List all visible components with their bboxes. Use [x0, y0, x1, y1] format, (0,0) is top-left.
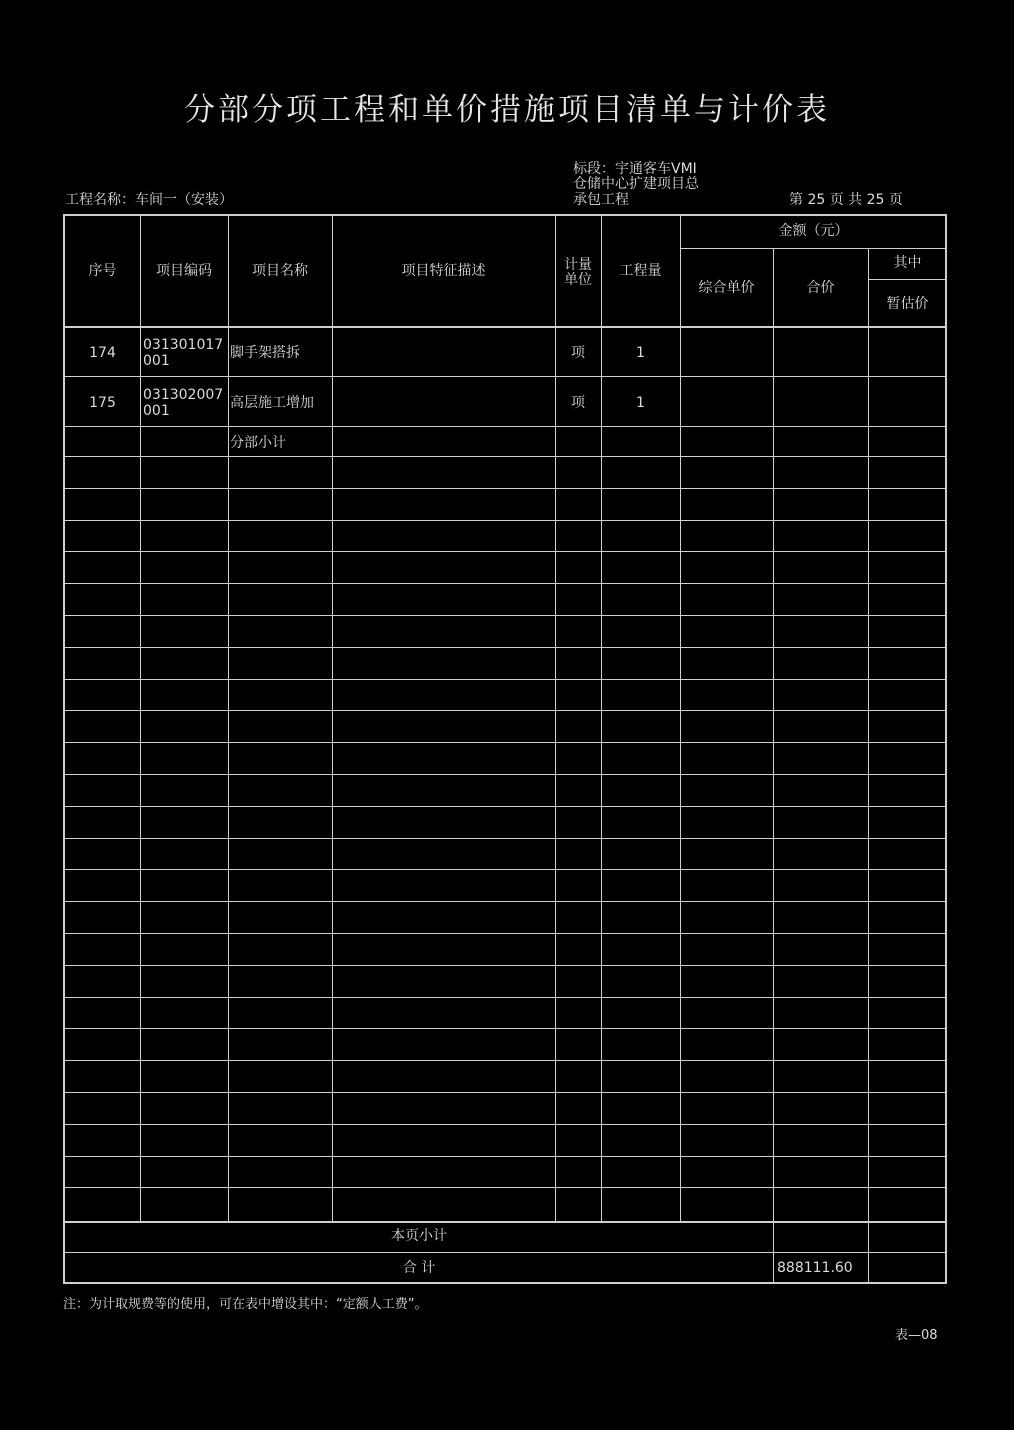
grid-hline: [65, 456, 947, 457]
grid-hline: [65, 1252, 947, 1253]
row-175-code-2: 001: [143, 403, 170, 419]
row-174-unit: 项: [571, 345, 585, 361]
grid-hline: [65, 615, 947, 616]
grid-vline: [601, 216, 602, 1221]
row-175-qty: 1: [636, 395, 645, 411]
grid-hline: [65, 838, 947, 839]
col-header-amount: 金额（元）: [778, 223, 849, 239]
col-header-of-which: 其中: [893, 255, 922, 271]
page-info: 第 25 页 共 25 页: [789, 192, 903, 208]
grid-hline: [65, 1187, 947, 1188]
form-number: 表—08: [895, 1328, 938, 1343]
grid-hline: [65, 710, 947, 711]
grid-hline: [65, 742, 947, 743]
bill-table: [63, 214, 947, 1284]
col-header-provisional: 暂估价: [886, 296, 929, 312]
grid-hline: [65, 583, 947, 584]
grid-hline: [65, 933, 947, 934]
grid-hline: [680, 248, 947, 249]
col-header-unit-1: 计量: [564, 257, 592, 273]
grid-hline: [65, 326, 947, 328]
grid-hline: [65, 1092, 947, 1093]
grid-hline: [65, 901, 947, 902]
grid-vline: [228, 216, 229, 1221]
col-header-desc: 项目特征描述: [401, 263, 486, 279]
col-header-code: 项目编码: [156, 263, 212, 279]
col-header-unit-2: 单位: [564, 272, 592, 288]
grid-hline: [65, 488, 947, 489]
section-line-3: 承包工程: [573, 192, 629, 208]
col-header-qty: 工程量: [619, 263, 662, 279]
col-header-name: 项目名称: [252, 263, 308, 279]
row-175-name: 高层施工增加: [230, 395, 314, 411]
grid-hline: [65, 869, 947, 870]
project-name: 工程名称：车间一（安装）: [65, 192, 233, 208]
grid-hline: [65, 1124, 947, 1125]
row-174-code-1: 031301017: [143, 337, 224, 353]
grid-hline: [65, 1060, 947, 1061]
grid-hline: [65, 426, 947, 427]
grid-vline: [332, 216, 333, 1221]
grid-hline: [65, 774, 947, 775]
col-header-unit-price: 综合单价: [698, 280, 755, 296]
section-line-2: 仓储中心扩建项目总: [573, 176, 699, 192]
table-note: 注：为计取规费等的使用，可在表中增设其中：“定额人工费”。: [63, 1297, 428, 1312]
grid-vline: [140, 216, 141, 1221]
row-175-seq: 175: [89, 395, 116, 411]
row-174-name: 脚手架搭拆: [230, 345, 300, 361]
grand-total-label: 合 计: [402, 1260, 436, 1276]
page-subtotal-label: 本页小计: [391, 1228, 447, 1244]
grid-hline: [65, 1156, 947, 1157]
grid-hline: [65, 647, 947, 648]
row-174-seq: 174: [89, 345, 116, 361]
grid-hline: [65, 1028, 947, 1029]
row-174-qty: 1: [636, 345, 645, 361]
col-header-total: 合价: [806, 280, 835, 296]
grid-hline: [65, 997, 947, 998]
grid-vline: [680, 216, 681, 1221]
section-subtotal-label: 分部小计: [230, 435, 286, 451]
grid-hline: [868, 279, 947, 280]
grid-vline: [868, 248, 869, 1282]
grid-hline: [65, 806, 947, 807]
grand-total-value: 888111.60: [777, 1260, 853, 1276]
grid-hline: [65, 1221, 947, 1223]
section-line-1: 标段：宇通客车VMI: [573, 161, 697, 177]
page-title: 分部分项工程和单价措施项目清单与计价表: [184, 92, 830, 128]
row-175-unit: 项: [571, 395, 585, 411]
grid-vline: [555, 216, 556, 1221]
col-header-seq: 序号: [88, 263, 117, 279]
grid-vline: [773, 248, 774, 1282]
grid-hline: [65, 520, 947, 521]
grid-hline: [65, 551, 947, 552]
grid-hline: [65, 376, 947, 377]
grid-hline: [65, 679, 947, 680]
row-174-code-2: 001: [143, 353, 170, 369]
row-175-code-1: 031302007: [143, 387, 224, 403]
grid-hline: [65, 965, 947, 966]
